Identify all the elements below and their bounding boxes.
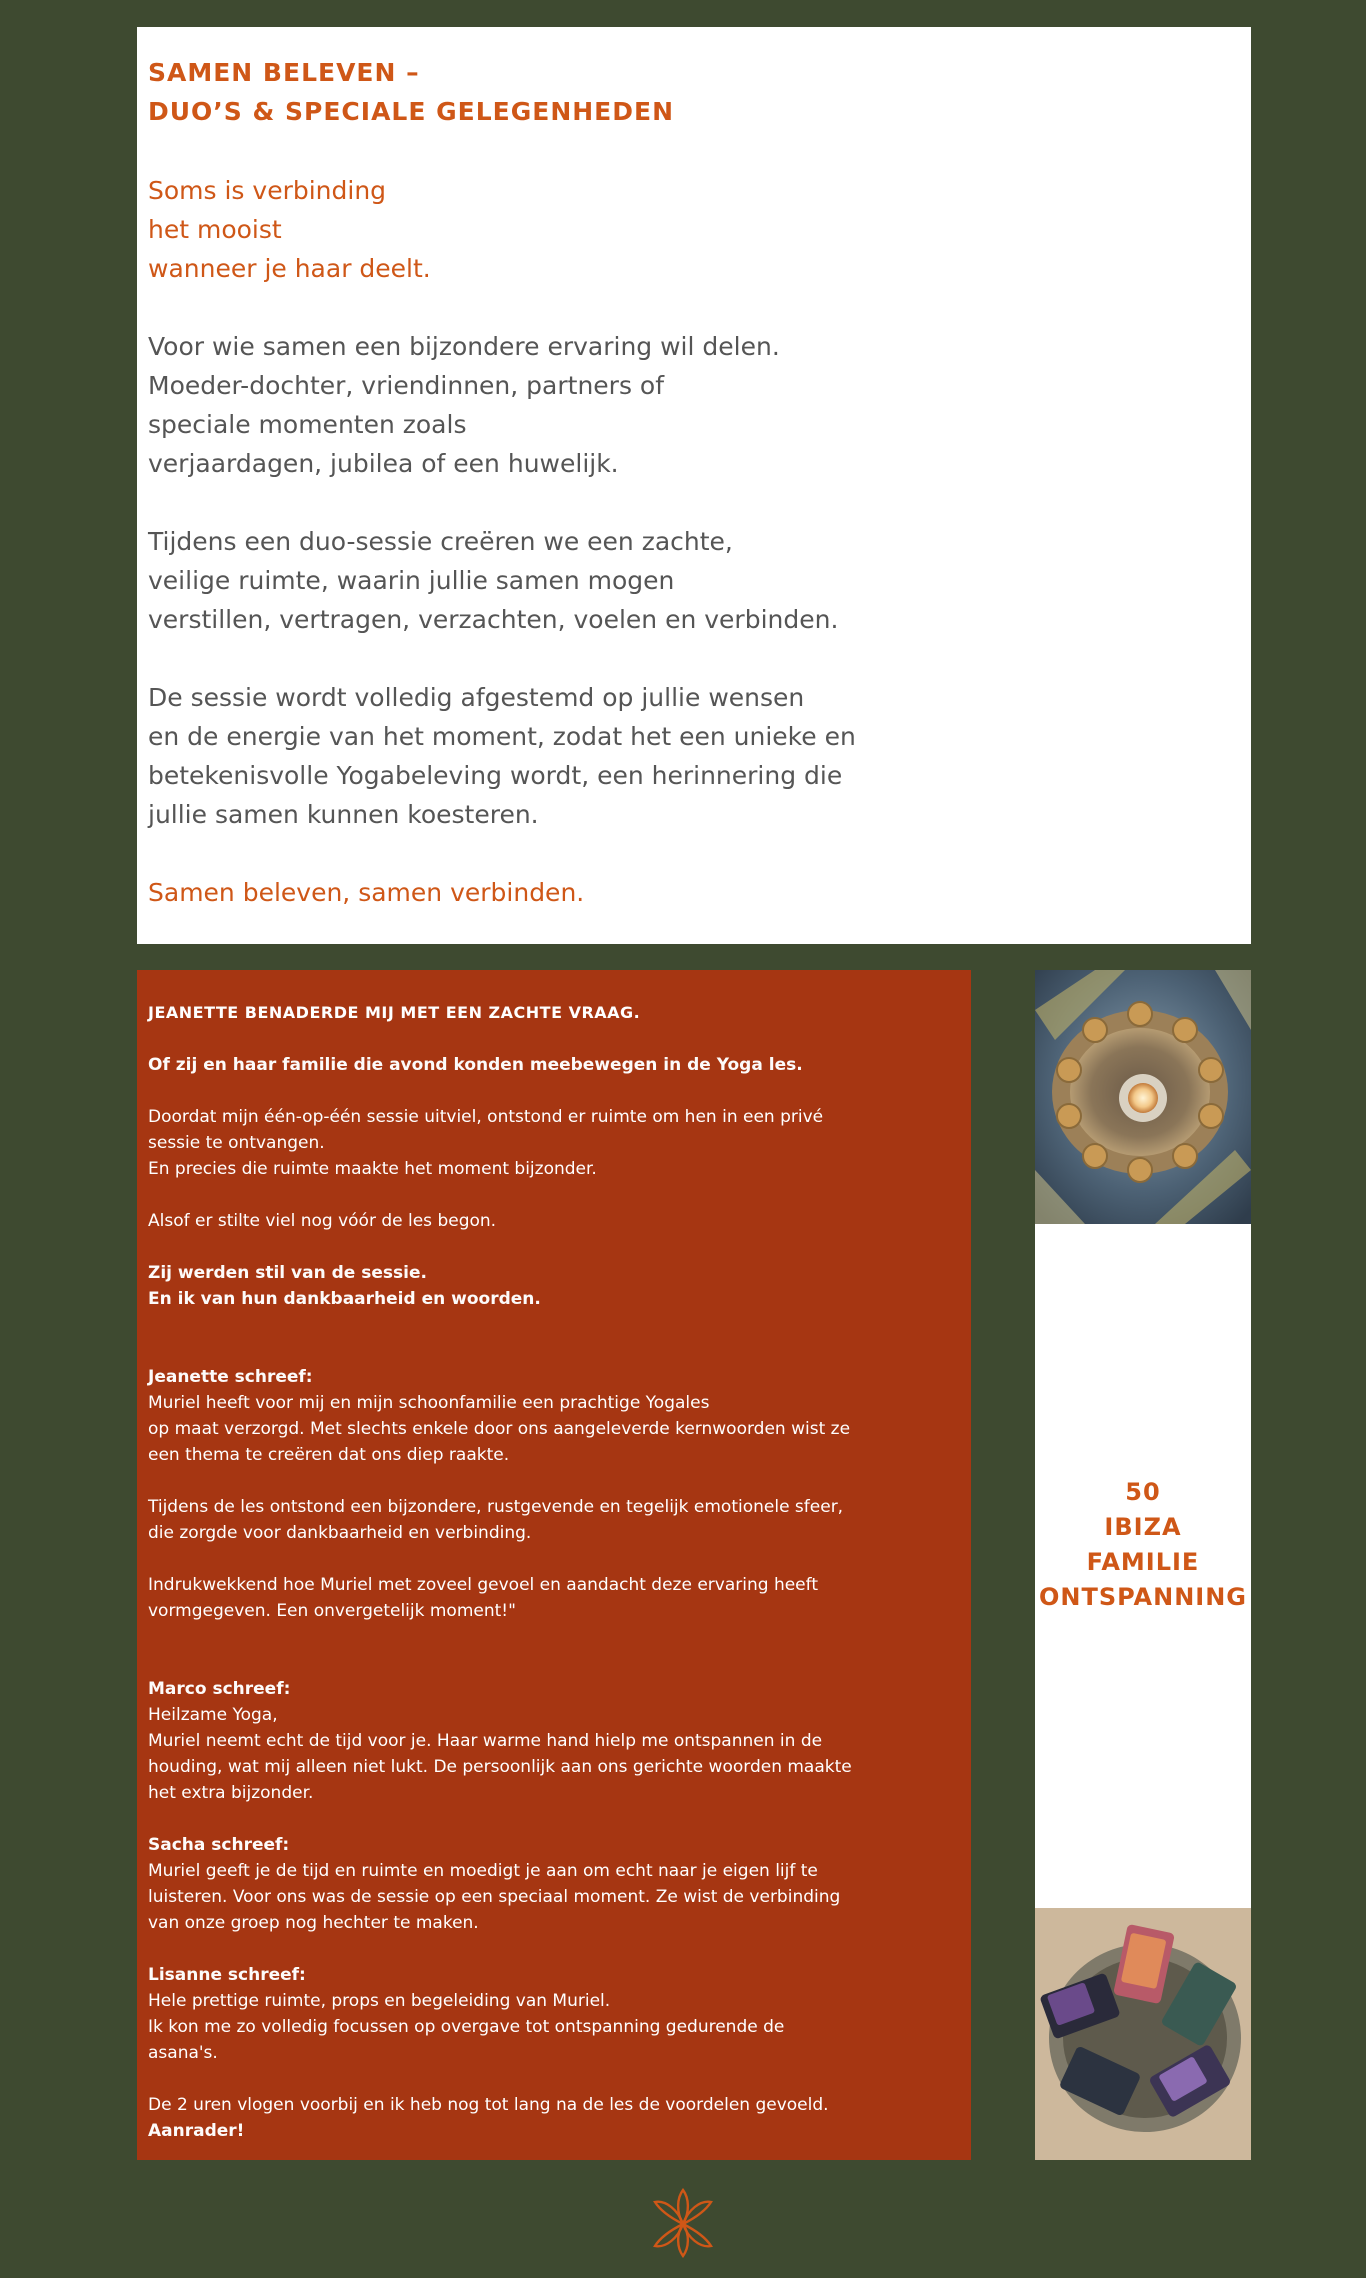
testimonial-line: Hele prettige ruimte, props en begeleiding van Muriel.	[148, 1991, 611, 2011]
paragraph-line: Voor wie samen een bijzondere ervaring wil delen.	[148, 332, 780, 361]
testimonial-sacha	[148, 1832, 960, 1936]
intro-heading	[148, 53, 1240, 131]
testimonials-gratitude	[148, 1260, 960, 1312]
story-line: Doordat mijn één-op-één sessie uitviel, ontstond er ruimte om hen in een privé	[148, 1107, 824, 1127]
story-line: sessie te ontvangen.	[148, 1133, 325, 1153]
tagline-line: wanneer je haar deelt.	[148, 254, 431, 283]
testimonial-line: het extra bijzonder.	[148, 1783, 314, 1803]
testimonial-line: die zorgde voor dankbaarheid en verbinding.	[148, 1523, 532, 1543]
side-label-line: 50	[1125, 1478, 1161, 1506]
oracle-cards-photo	[1035, 1908, 1251, 2160]
candle-bowl-photo	[1035, 970, 1251, 1224]
testimonial-line: Ik kon me zo volledig focussen op overgave tot ontspanning gedurende de	[148, 2017, 785, 2037]
testimonials-card	[137, 970, 971, 2160]
testimonial-line: Muriel neemt echt de tijd voor je. Haar warme hand hielp me ontspannen in de	[148, 1731, 823, 1751]
paragraph-line: jullie samen kunnen koesteren.	[148, 800, 539, 829]
side-label-line: IBIZA	[1104, 1513, 1182, 1541]
intro-paragraph-2	[148, 522, 1240, 639]
testimonial-author: Jeanette schreef:	[148, 1367, 313, 1387]
intro-tagline	[148, 171, 1240, 288]
intro-card	[137, 27, 1251, 944]
gratitude-line: Zij werden stil van de sessie.	[148, 1263, 427, 1283]
paragraph-line: en de energie van het moment, zodat het een unieke en	[148, 722, 856, 751]
testimonial-lisanne	[148, 1962, 960, 2066]
tagline-line: Soms is verbinding	[148, 176, 387, 205]
testimonials-story	[148, 1104, 960, 1182]
testimonial-line: luisteren. Voor ons was de sessie op een speciaal moment. Ze wist de verbinding	[148, 1887, 841, 1907]
paragraph-line: speciale momenten zoals	[148, 410, 467, 439]
testimonial-author: Lisanne schreef:	[148, 1965, 306, 1985]
side-label	[1035, 1475, 1251, 1615]
testimonial-jeanette	[148, 1364, 960, 1468]
testimonial-line: op maat verzorgd. Met slechts enkele door ons aangeleverde kernwoorden wist ze	[148, 1419, 851, 1439]
intro-paragraph-3	[148, 678, 1240, 834]
heading-line: DUO’S & SPECIALE GELEGENHEDEN	[148, 97, 675, 126]
testimonial-jeanette-p2	[148, 1494, 960, 1546]
testimonial-lisanne-final	[148, 2092, 960, 2144]
side-panel	[1035, 970, 1251, 2160]
gratitude-line: En ik van hun dankbaarheid en woorden.	[148, 1289, 541, 1309]
intro-paragraph-1	[148, 327, 1240, 483]
testimonial-line: De 2 uren vlogen voorbij en ik heb nog tot lang na de les de voordelen gevoeld.	[148, 2095, 829, 2115]
testimonial-line: vormgegeven. Een onvergetelijk moment!"	[148, 1601, 516, 1621]
paragraph-line: verstillen, vertragen, verzachten, voelen en verbinden.	[148, 605, 839, 634]
paragraph-line: veilige ruimte, waarin jullie samen mogen	[148, 566, 675, 595]
lotus-flower-icon	[652, 2188, 714, 2258]
testimonial-line: een thema te creëren dat ons diep raakte.	[148, 1445, 510, 1465]
testimonials-silence: Alsof er stilte viel nog vóór de les begon.	[148, 1211, 497, 1231]
testimonials-heading: JEANETTE BENADERDE MIJ MET EEN ZACHTE VRAAG.	[148, 1003, 641, 1022]
testimonial-author: Sacha schreef:	[148, 1835, 290, 1855]
paragraph-line: Moeder-dochter, vriendinnen, partners of	[148, 371, 665, 400]
paragraph-line: Tijdens een duo-sessie creëren we een zachte,	[148, 527, 733, 556]
paragraph-line: De sessie wordt volledig afgestemd op jullie wensen	[148, 683, 805, 712]
testimonial-line: Muriel geeft je de tijd en ruimte en moedigt je aan om echt naar je eigen lijf te	[148, 1861, 818, 1881]
testimonial-author: Marco schreef:	[148, 1679, 291, 1699]
testimonial-line: Indrukwekkend hoe Muriel met zoveel gevoel en aandacht deze ervaring heeft	[148, 1575, 818, 1595]
testimonial-line: van onze groep nog hechter te maken.	[148, 1913, 479, 1933]
testimonial-line: Muriel heeft voor mij en mijn schoonfamilie een prachtige Yogales	[148, 1393, 710, 1413]
paragraph-line: betekenisvolle Yogabeleving wordt, een herinnering die	[148, 761, 843, 790]
side-label-line: FAMILIE	[1086, 1548, 1200, 1576]
testimonial-marco	[148, 1676, 960, 1806]
testimonial-jeanette-p3	[148, 1572, 960, 1624]
paragraph-line: verjaardagen, jubilea of een huwelijk.	[148, 449, 619, 478]
testimonial-line: asana's.	[148, 2043, 218, 2063]
testimonials-question: Of zij en haar familie die avond konden meebewegen in de Yoga les.	[148, 1055, 803, 1075]
tagline-line: het mooist	[148, 215, 282, 244]
testimonial-recommend: Aanrader!	[148, 2121, 245, 2141]
side-label-line: ONTSPANNING	[1039, 1583, 1247, 1611]
testimonial-line: houding, wat mij alleen niet lukt. De persoonlijk aan ons gerichte woorden maakte	[148, 1757, 852, 1777]
story-line: En precies die ruimte maakte het moment bijzonder.	[148, 1159, 597, 1179]
intro-closing: Samen beleven, samen verbinden.	[148, 878, 585, 907]
testimonial-line: Tijdens de les ontstond een bijzondere, rustgevende en tegelijk emotionele sfeer,	[148, 1497, 844, 1517]
heading-line: SAMEN BELEVEN –	[148, 58, 420, 87]
testimonial-line: Heilzame Yoga,	[148, 1705, 278, 1725]
